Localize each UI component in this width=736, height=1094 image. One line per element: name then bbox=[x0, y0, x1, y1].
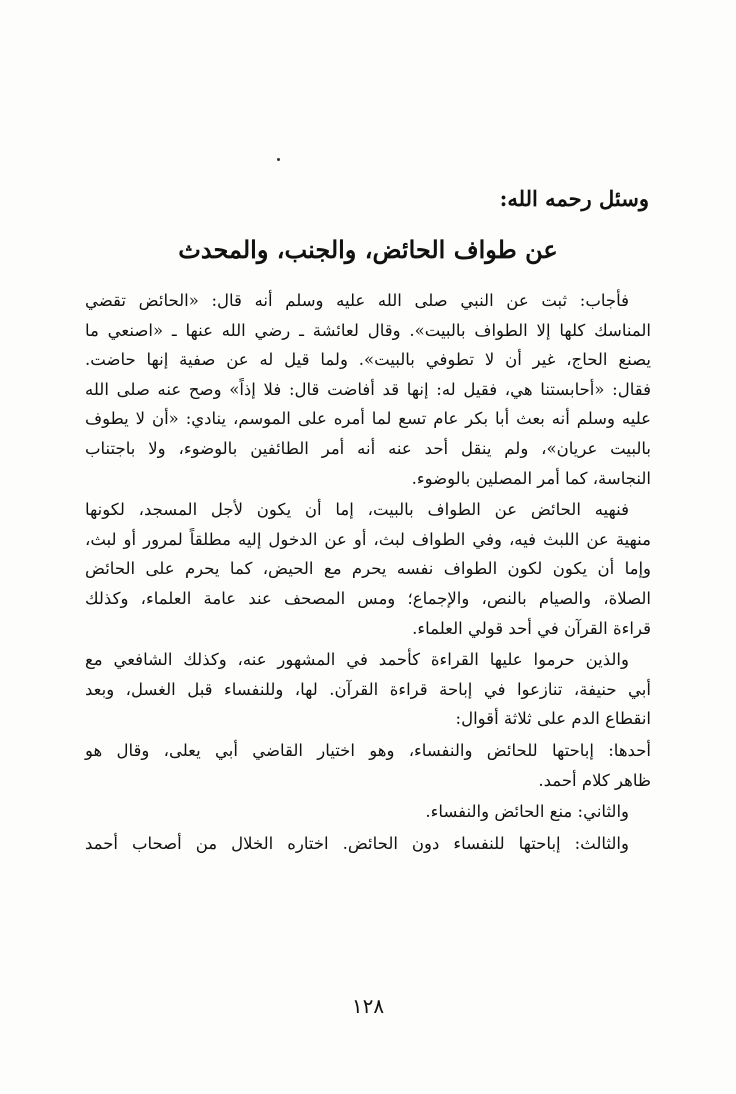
text-line: انقطاع الدم على ثلاثة أقوال: bbox=[455, 709, 651, 729]
print-speck bbox=[277, 158, 280, 161]
section-title: عن طواف الحائض، والجنب، والمحدث bbox=[178, 235, 558, 264]
text-line: يصنع الحاج، غير أن لا تطوفي بالبيت». ولما قيل له عن صفية إنها حاضت. bbox=[85, 350, 651, 370]
text-line: والثاني: منع الحائض والنفساء. bbox=[425, 802, 629, 822]
question-intro: وسئل رحمه الله: bbox=[499, 186, 649, 211]
text-line: منهية عن اللبث فيه، وفي الطواف لبث، أو عن الدخول إليه مطلقاً لمرور أو لبث، bbox=[85, 529, 651, 549]
text-line: عليه وسلم أنه بعث أبا بكر عام تسع لما أمره على الموسم، ينادي: «أن لا يطوف bbox=[85, 409, 651, 429]
text-line: وإما أن يكون لكون الطواف نفسه يحرم مع الحيض، كما يحرم على الحائض bbox=[85, 559, 651, 579]
text-line: فأجاب: ثبت عن النبي صلى الله عليه وسلم أنه قال: «الحائض تقضي bbox=[85, 291, 629, 310]
text-line: فقال: «أحابستنا هي، فقيل له: إنها قد أفاضت قال: فلا إذاً» وصح عنه صلى الله bbox=[85, 379, 651, 399]
text-line: فنهيه الحائض عن الطواف بالبيت، إما أن يكون لأجل المسجد، لكونها bbox=[85, 500, 629, 520]
text-line: أبي حنيفة، تنازعوا في إباحة قراءة القرآن. لها، وللنفساء قبل الغسل، وبعد bbox=[85, 679, 651, 699]
text-line: والذين حرموا عليها القراءة كأحمد في المشهور عنه، وكذلك الشافعي مع bbox=[85, 650, 629, 670]
text-line: والثالث: إباحتها للنفساء دون الحائض. اختاره الخلال من أصحاب أحمد bbox=[85, 833, 629, 853]
text-line: ظاهر كلام أحمد. bbox=[538, 770, 651, 790]
text-line: المناسك كلها إلا الطواف بالبيت». وقال لعائشة ـ رضي الله عنها ـ «اصنعي ما bbox=[85, 320, 651, 340]
body-text bbox=[85, 286, 651, 858]
text-line: قراءة القرآن في أحد قولي العلماء. bbox=[412, 618, 651, 638]
text-line: أحدها: إباحتها للحائض والنفساء، وهو اختيار القاضي أبي يعلى، وقال هو bbox=[85, 740, 651, 760]
text-line: بالبيت عريان»، ولم ينقل أحد عنه أنه أمر الطائفين بالوضوء، ولا باجتناب bbox=[85, 438, 651, 458]
text-line: النجاسة، كما أمر المصلين بالوضوء. bbox=[411, 468, 651, 488]
page-number: ١٢٨ bbox=[351, 994, 385, 1018]
text-line: الصلاة، والصيام بالنص، والإجماع؛ ومس المصحف عند عامة العلماء، وكذلك bbox=[85, 588, 651, 608]
